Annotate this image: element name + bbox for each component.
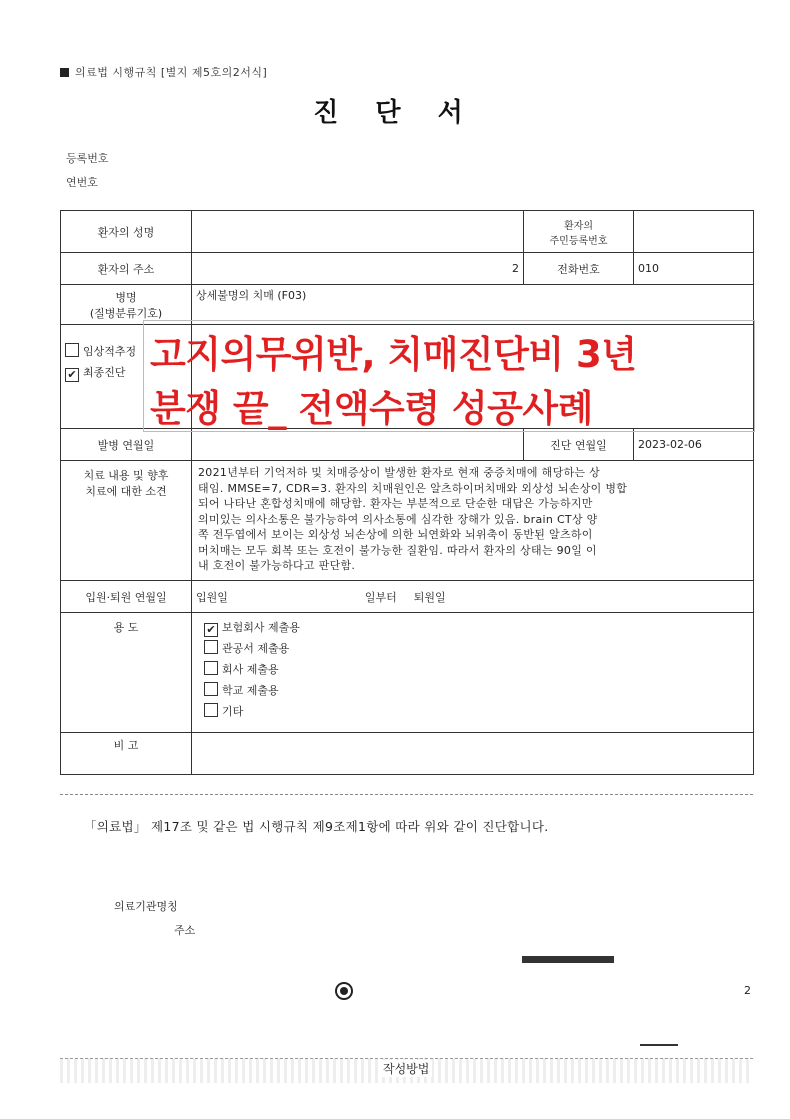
headline-overlay-line2: 분쟁 끝_ 전액수령 성공사례 xyxy=(150,387,593,430)
form-reference xyxy=(60,64,267,80)
admission-row xyxy=(61,581,754,613)
diagnosis-label-line1: 병명 xyxy=(115,290,137,304)
dates-row xyxy=(61,429,754,461)
checkbox-icon xyxy=(204,661,218,675)
usage-option-company[interactable] xyxy=(204,659,749,680)
document-title: 진 단 서 xyxy=(313,98,477,128)
usage-option-other[interactable] xyxy=(204,701,749,722)
phone-label: 전화번호 xyxy=(524,253,634,285)
diagnosis-label-line2: (질병분류기호) xyxy=(89,306,163,320)
opinion-label-line2: 치료에 대한 소견 xyxy=(85,485,167,498)
from-label: 일부터 xyxy=(364,590,397,604)
opinion-label-line1: 치료 내용 및 향후 xyxy=(83,469,169,482)
diagnosis-label xyxy=(61,285,192,325)
opinion-line: 머치매는 모두 회복 또는 호전이 불가능한 질환임. 따라서 환자의 상태는 90일 이 xyxy=(198,543,597,557)
opinion-line: 2021년부터 기억저하 및 치매증상이 발생한 환자로 현재 중증치매에 해당하는 상 xyxy=(198,466,601,479)
patient-id-value xyxy=(634,211,754,253)
patient-name-value xyxy=(192,211,524,253)
signature-stroke xyxy=(640,1040,678,1046)
patient-id-label-line2: 주민등록번호 xyxy=(549,235,608,247)
opinion-text xyxy=(192,461,754,581)
usage-row xyxy=(61,613,754,733)
diagnosis-row xyxy=(61,285,754,325)
usage-option-school[interactable] xyxy=(204,680,749,701)
usage-option-label: 보험회사 제출용 xyxy=(222,621,300,634)
usage-options xyxy=(192,613,754,733)
registration-number-label: 등록번호 xyxy=(66,152,109,165)
square-bullet-icon xyxy=(60,68,69,77)
onset-date-value xyxy=(192,429,524,461)
usage-option-label: 관공서 제출용 xyxy=(222,642,290,655)
patient-name-row xyxy=(61,211,754,253)
opinion-label xyxy=(61,461,192,581)
writing-instructions-label: 작성방법 xyxy=(380,1060,432,1077)
remarks-row xyxy=(61,733,754,775)
serial-number-label: 연번호 xyxy=(66,176,98,189)
patient-address-label: 환자의 주소 xyxy=(61,253,192,285)
usage-option-label: 기타 xyxy=(222,705,244,718)
checkmark-icon: ✔ xyxy=(65,368,79,382)
provisional-diagnosis-label: 임상적추정 xyxy=(83,345,137,358)
final-diagnosis-label: 최종진단 xyxy=(83,366,126,379)
checkbox-icon xyxy=(204,640,218,654)
checkbox-icon xyxy=(204,703,218,717)
admission-value xyxy=(192,581,754,613)
seal-icon xyxy=(335,982,353,1000)
checkbox-icon xyxy=(204,682,218,696)
discharge-date-label: 퇴원일 xyxy=(413,590,446,604)
opinion-line: 태임. MMSE=7, CDR=3. 환자의 치매원인은 알츠하이머치매와 외상성 뇌손상이 병합 xyxy=(198,481,628,495)
opinion-line: 쪽 전두엽에서 보이는 외상성 뇌손상에 의한 뇌연화와 뇌위축이 동반된 알츠하이 xyxy=(198,528,593,541)
patient-id-label xyxy=(524,211,634,253)
usage-option-label: 학교 제출용 xyxy=(222,684,279,697)
opinion-line: 되어 나타난 혼합성치매에 해당함. 환자는 부분적으로 단순한 대답은 가능하지만 xyxy=(198,497,593,510)
diagnosis-date-label: 진단 연월일 xyxy=(524,429,634,461)
patient-address-value: 2 xyxy=(192,253,524,285)
checkbox-icon xyxy=(65,343,79,357)
usage-option-insurance[interactable] xyxy=(204,617,749,638)
diagnosis-form-table xyxy=(60,210,754,775)
section-divider xyxy=(60,794,753,795)
diagnosis-value: 상세불명의 치매 (F03) xyxy=(192,285,754,325)
patient-id-label-line1: 환자의 xyxy=(564,220,593,232)
redacted-stamp xyxy=(522,956,614,963)
usage-option-label: 회사 제출용 xyxy=(222,663,279,676)
checkmark-icon: ✔ xyxy=(204,623,218,637)
usage-label: 용 도 xyxy=(61,613,192,733)
legal-statement: 「의료법」 제17조 및 같은 법 시행규칙 제9조제1항에 따라 위와 같이 진단합니다. xyxy=(84,819,549,834)
signature-mark: 2 xyxy=(744,984,751,997)
patient-name-label: 환자의 성명 xyxy=(61,211,192,253)
patient-address-row xyxy=(61,253,754,285)
onset-date-label: 발병 연월일 xyxy=(61,429,192,461)
opinion-line: 내 호전이 불가능하다고 판단함. xyxy=(198,559,356,572)
institution-name-label: 의료기관명칭 xyxy=(114,900,178,913)
remarks-label: 비 고 xyxy=(61,733,192,775)
opinion-row xyxy=(61,461,754,581)
opinion-line: 의미있는 의사소통은 불가능하여 의사소통에 심각한 장해가 있음. brain CT상 양 xyxy=(198,512,598,526)
admit-date-label: 입원일 xyxy=(196,590,228,604)
headline-overlay-line1: 고지의무위반, 치매진단비 3년 xyxy=(150,333,637,376)
admission-label: 입원·퇴원 연월일 xyxy=(61,581,192,613)
phone-value: 010 xyxy=(634,253,754,285)
form-reference-text: 의료법 시행규칙 [별지 제5호의2서식] xyxy=(75,66,268,79)
usage-option-government[interactable] xyxy=(204,638,749,659)
diagnosis-date-value: 2023-02-06 xyxy=(634,429,754,461)
remarks-value xyxy=(192,733,754,775)
institution-address-label: 주소 xyxy=(174,924,196,937)
